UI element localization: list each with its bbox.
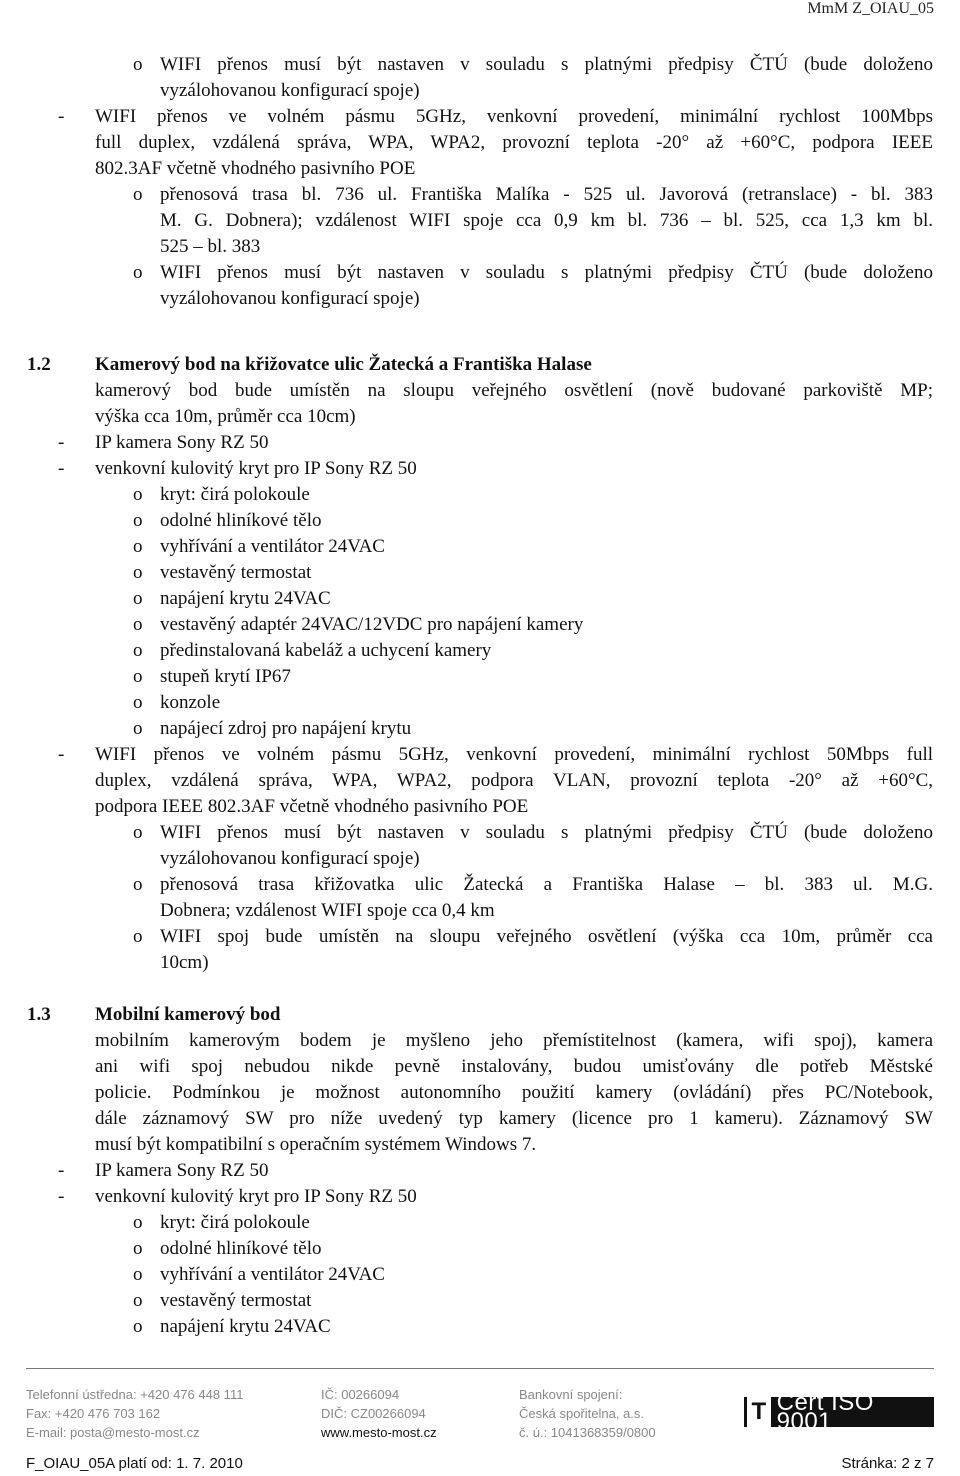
section-title: Mobilní kamerový bod (95, 1004, 281, 1025)
text-line: kryt: čirá polokoule (160, 1212, 310, 1233)
text-line: předinstalovaná kabeláž a uchycení kamery (160, 640, 492, 661)
text-line: výška cca 10m, průměr cca 10cm) (95, 406, 356, 427)
list-item (95, 690, 933, 716)
list-item (95, 612, 933, 638)
text-line: WIFI přenos ve volném pásmu 5GHz, venkovní provedení, minimální rychlost 100Mbps (95, 106, 933, 127)
section-number: 1.2 (27, 354, 51, 375)
dash-bullet: - (58, 744, 65, 765)
text-line: napájecí zdroj pro napájení krytu (160, 718, 412, 739)
text-line: stupeň krytí IP67 (160, 666, 291, 687)
footer-bank-label: Bankovní spojení: (519, 1387, 623, 1402)
text-line: dále záznamový SW pro níže uvedený typ kamery (licence pro 1 kameru). Záznamový SW (95, 1108, 933, 1129)
circle-bullet: o (133, 666, 143, 687)
list-item (58, 1184, 933, 1210)
dash-bullet: - (58, 1160, 65, 1181)
circle-bullet: o (133, 926, 143, 947)
text-line: vyhřívání a ventilátor 24VAC (160, 1264, 385, 1285)
text-line: ani wifi spoj nebudou nikde pevně instalovány, budou umisťovány dle potřeb Městské (95, 1056, 933, 1077)
list-item (95, 924, 933, 976)
text-line: vyzálohovanou konfigurací spoje) (160, 848, 420, 869)
dash-bullet: - (58, 458, 65, 479)
list-item (95, 1236, 933, 1262)
document-code: MmM Z_OIAU_05 (807, 0, 934, 17)
text-line: 802.3AF včetně vhodného pasivního POE (95, 158, 416, 179)
document-body (27, 52, 933, 1340)
circle-bullet: o (133, 692, 143, 713)
circle-bullet: o (133, 1290, 143, 1311)
list-item (95, 260, 933, 312)
text-line: M. G. Dobnera); vzdálenost WIFI spoje cca 0,9 km bl. 736 – bl. 525, cca 1,3 km bl. (160, 210, 933, 231)
text-line: 10cm) (160, 952, 209, 973)
circle-bullet: o (133, 1316, 143, 1337)
text-line: kryt: čirá polokoule (160, 484, 310, 505)
circle-bullet: o (133, 1212, 143, 1233)
list-item (95, 1314, 933, 1340)
text-line: WIFI přenos musí být nastaven v souladu s platnými předpisy ČTÚ (bude doloženo (160, 262, 933, 283)
list-item (95, 534, 933, 560)
circle-bullet: o (133, 54, 143, 75)
list-item (95, 638, 933, 664)
text-line: přenosová trasa křižovatka ulic Žatecká a Františka Halase – bl. 383 ul. M.G. (160, 874, 933, 895)
circle-bullet: o (133, 184, 143, 205)
text-line: odolné hliníkové tělo (160, 510, 322, 531)
text-line: IP kamera Sony RZ 50 (95, 1160, 269, 1181)
section-heading (27, 352, 933, 378)
footer-dic: DIČ: CZ00266094 (321, 1406, 426, 1421)
footer-phone: Telefonní ústředna: +420 476 448 111 (26, 1387, 244, 1402)
circle-bullet: o (133, 640, 143, 661)
text-line: venkovní kulovitý kryt pro IP Sony RZ 50 (95, 1186, 417, 1207)
list-item (95, 1288, 933, 1314)
page-number: Stránka: 2 z 7 (841, 1455, 934, 1472)
page-footer (26, 1385, 934, 1441)
footer-email: E-mail: posta@mesto-most.cz (26, 1425, 200, 1440)
circle-bullet: o (133, 1238, 143, 1259)
footer-fax: Fax: +420 476 703 162 (26, 1406, 161, 1421)
text-line: musí být kompatibilní s operačním systémem Windows 7. (95, 1134, 537, 1155)
list-item (95, 586, 933, 612)
footer-bank-name: Česká spořitelna, a.s. (519, 1406, 645, 1421)
list-item (95, 872, 933, 924)
circle-bullet: o (133, 536, 143, 557)
text-line: vestavěný termostat (160, 1290, 312, 1311)
circle-bullet: o (133, 614, 143, 635)
circle-bullet: o (133, 822, 143, 843)
circle-bullet: o (133, 588, 143, 609)
list-item (58, 1158, 933, 1184)
circle-bullet: o (133, 718, 143, 739)
text-line: duplex, vzdálená správa, WPA, WPA2, podpora VLAN, provozní teplota -20° až +60°C, (95, 770, 933, 791)
text-line: WIFI přenos ve volném pásmu 5GHz, venkovní provedení, minimální rychlost 50Mbps full (95, 744, 933, 765)
list-item (95, 664, 933, 690)
list-item (58, 104, 933, 182)
list-item (58, 456, 933, 482)
text-line: 525 – bl. 383 (160, 236, 261, 257)
dash-bullet: - (58, 1186, 65, 1207)
text-line: venkovní kulovitý kryt pro IP Sony RZ 50 (95, 458, 417, 479)
list-item (95, 1262, 933, 1288)
circle-bullet: o (133, 510, 143, 531)
form-code: F_OIAU_05A platí od: 1. 7. 2010 (26, 1455, 243, 1472)
list-item (95, 716, 933, 742)
text-line: WIFI přenos musí být nastaven v souladu s platnými předpisy ČTÚ (bude doloženo (160, 822, 933, 843)
footer-contact-column (26, 1385, 243, 1442)
text-line: napájení krytu 24VAC (160, 1316, 331, 1337)
text-line: konzole (160, 692, 221, 713)
section-heading (27, 1002, 933, 1028)
footer-website-link[interactable]: www.mesto-most.cz (321, 1425, 437, 1440)
text-line: vestavěný adaptér 24VAC/12VDC pro napájení kamery (160, 614, 584, 635)
dash-bullet: - (58, 432, 65, 453)
footer-bank-column (519, 1385, 656, 1442)
text-line: full duplex, vzdálená správa, WPA, WPA2, provozní teplota -20° až +60°C, podpora IEEE (95, 132, 933, 153)
text-line: policie. Podmínkou je možnost autonomního použití kamery (ovládání) přes PC/Notebook, (95, 1082, 933, 1103)
list-item (58, 430, 933, 456)
text-line: napájení krytu 24VAC (160, 588, 331, 609)
list-item (95, 820, 933, 872)
list-item (95, 1210, 933, 1236)
circle-bullet: o (133, 484, 143, 505)
list-item (95, 182, 933, 260)
list-item (95, 508, 933, 534)
text-line: přenosová trasa bl. 736 ul. Františka Malíka - 525 ul. Javorová (retranslace) - bl. 383 (160, 184, 933, 205)
list-item (95, 482, 933, 508)
text-line: mobilním kamerovým bodem je myšleno jeho přemístitelnost (kamera, wifi spoj), kamera (95, 1030, 933, 1051)
text-line: kamerový bod bude umístěn na sloupu veřejného osvětlení (nově budované parkoviště MP; (95, 380, 933, 401)
section-number: 1.3 (27, 1004, 51, 1025)
text-line: vyhřívání a ventilátor 24VAC (160, 536, 385, 557)
text-line: WIFI přenos musí být nastaven v souladu s platnými předpisy ČTÚ (bude doloženo (160, 54, 933, 75)
text-line: podpora IEEE 802.3AF včetně vhodného pasivního POE (95, 796, 529, 817)
circle-bullet: o (133, 262, 143, 283)
dash-bullet: - (58, 106, 65, 127)
text-line: vyzálohovanou konfigurací spoje) (160, 80, 420, 101)
text-line: IP kamera Sony RZ 50 (95, 432, 269, 453)
text-line: WIFI spoj bude umístěn na sloupu veřejného osvětlení (výška cca 10m, průměr cca (160, 926, 933, 947)
tcert-iso-logo (744, 1389, 934, 1435)
circle-bullet: o (133, 1264, 143, 1285)
list-item (95, 52, 933, 104)
text-line: Dobnera; vzdálenost WIFI spoje cca 0,4 km (160, 900, 495, 921)
text-line: vestavěný termostat (160, 562, 312, 583)
footer-bank-account: č. ú.: 1041368359/0800 (519, 1425, 656, 1440)
footer-id-column (321, 1385, 437, 1442)
circle-bullet: o (133, 874, 143, 895)
list-item (58, 742, 933, 820)
footer-ico: IČ: 00266094 (321, 1387, 400, 1402)
tcert-t-mark: T (747, 1397, 771, 1427)
text-line: odolné hliníkové tělo (160, 1238, 322, 1259)
list-item (95, 560, 933, 586)
circle-bullet: o (133, 562, 143, 583)
section-title: Kamerový bod na křižovatce ulic Žatecká a Františka Halase (95, 354, 592, 375)
footer-divider (26, 1368, 934, 1369)
text-line: vyzálohovanou konfigurací spoje) (160, 288, 420, 309)
tcert-text: Cert ISO 9001 (776, 1389, 874, 1435)
